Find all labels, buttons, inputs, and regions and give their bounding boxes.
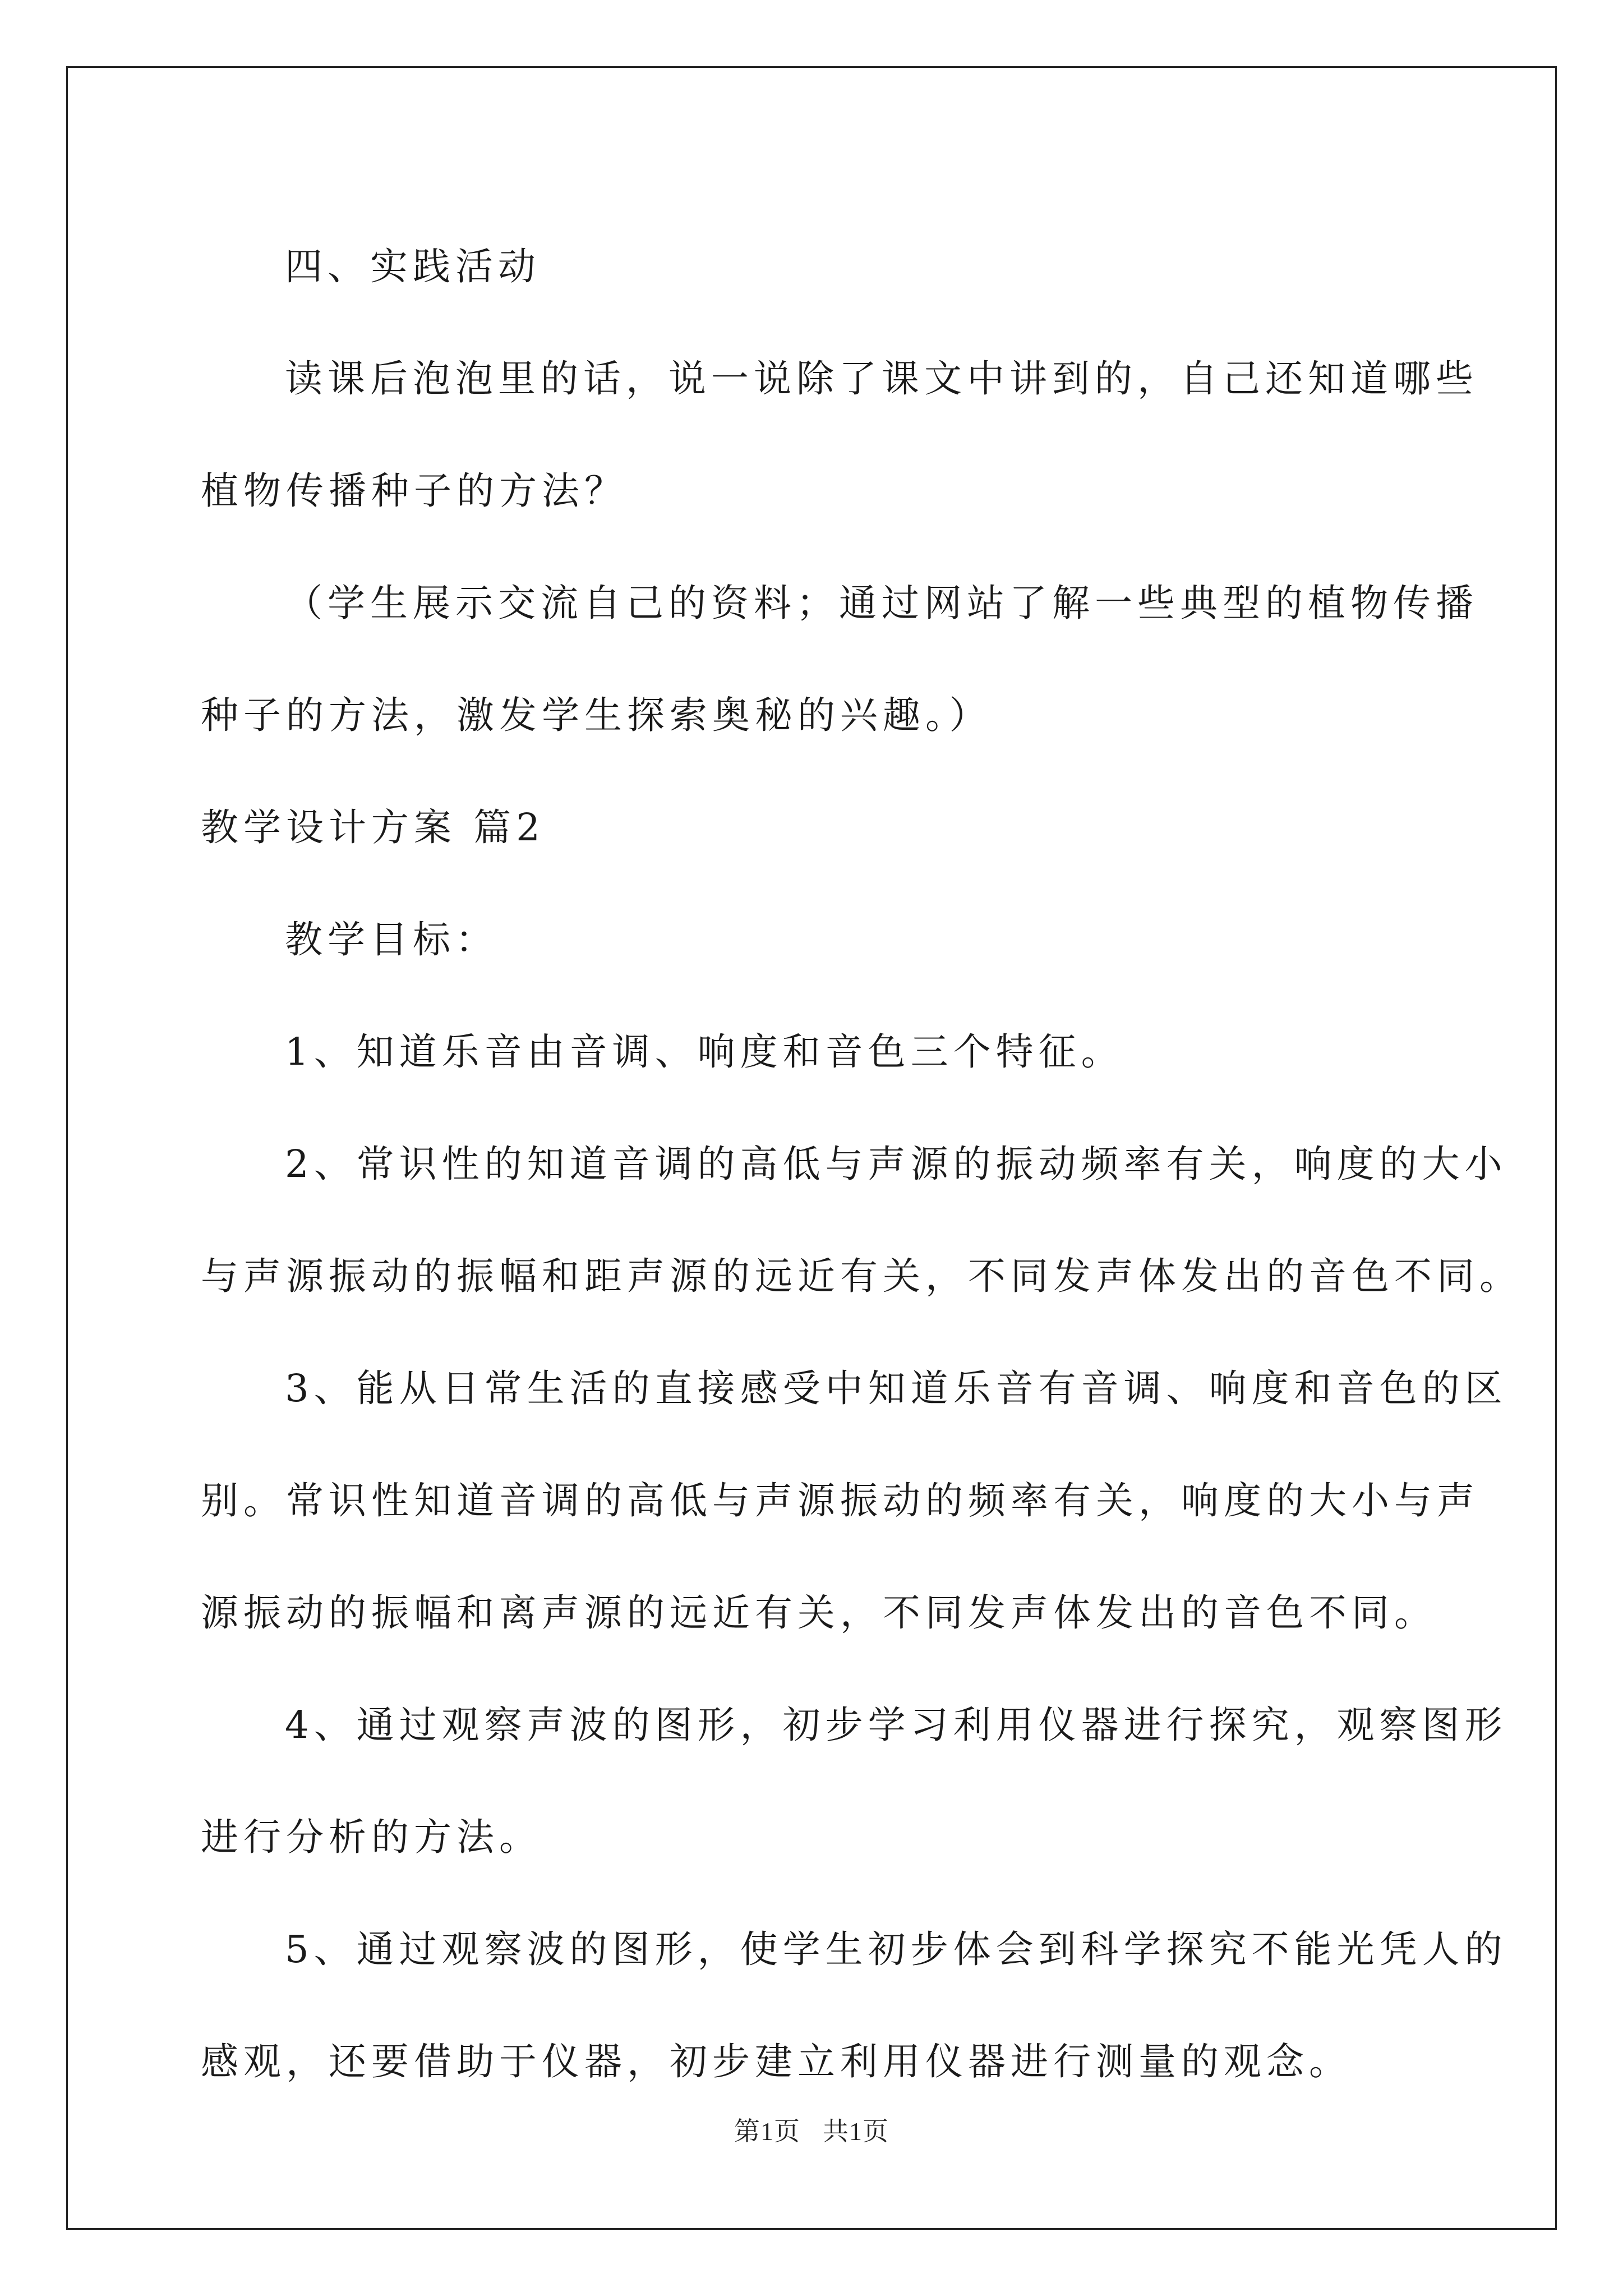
goal-item-4: 4、通过观察声波的图形，初步学习利用仪器进行探究，观察图形	[285, 1703, 1507, 1747]
page-footer	[0, 2115, 1623, 2148]
page-number-current: 第1页	[734, 2117, 800, 2146]
section-title-plan-2: 教学设计方案 篇2	[201, 806, 545, 849]
paragraph-line: 源振动的振幅和离声源的远近有关，不同发声体发出的音色不同。	[201, 1591, 1437, 1635]
goal-item-3: 3、能从日常生活的直接感受中知道乐音有音调、响度和音色的区	[285, 1366, 1507, 1410]
paragraph-line: 植物传播种子的方法？	[201, 469, 627, 513]
paragraph-line: 读课后泡泡里的话，说一说除了课文中讲到的，自己还知道哪些	[285, 357, 1478, 401]
paragraph-line: 感观，还要借助于仪器，初步建立利用仪器进行测量的观念。	[201, 2040, 1352, 2083]
paragraph-line: 种子的方法，激发学生探索奥秘的兴趣。）	[201, 693, 992, 737]
section-heading-practice: 四、实践活动	[285, 245, 541, 288]
goal-item-1: 1、知道乐音由音调、响度和音色三个特征。	[285, 1030, 1124, 1074]
page-number-total: 共1页	[823, 2117, 889, 2146]
goal-item-2: 2、常识性的知道音调的高低与声源的振动频率有关，响度的大小	[285, 1142, 1507, 1186]
paragraph-line: 进行分析的方法。	[201, 1815, 542, 1859]
paragraph-line: 与声源振动的振幅和距声源的远近有关，不同发声体发出的音色不同。	[201, 1254, 1522, 1298]
document-body	[201, 210, 1522, 2118]
paragraph-line: （学生展示交流自己的资料；通过网站了解一些典型的植物传播	[285, 581, 1478, 625]
paragraph-line: 别。常识性知道音调的高低与声源振动的频率有关，响度的大小与声	[201, 1479, 1479, 1522]
goal-item-5: 5、通过观察波的图形，使学生初步体会到科学探究不能光凭人的	[285, 1927, 1507, 1971]
subheading-teaching-goals: 教学目标：	[285, 918, 498, 961]
